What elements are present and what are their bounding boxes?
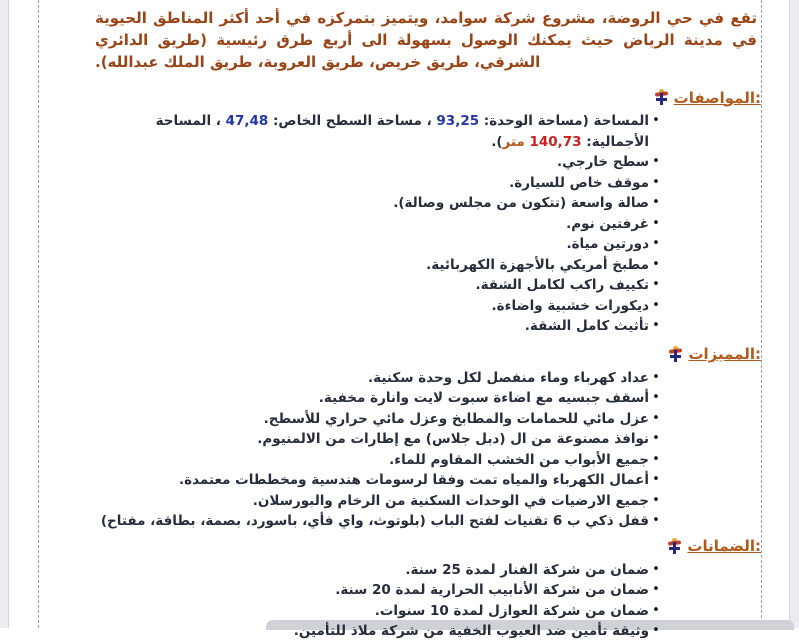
- list-item: [38, 234, 663, 255]
- bullet-icon: •: [652, 369, 660, 385]
- list-item-text: المساحة (مساحة الوحدة: 93,25 ، مساحة السطح الخاص: 47,48 ، المساحة الأجمالية: 140,73 متر).: [155, 113, 649, 150]
- bullet-icon: •: [652, 472, 660, 487]
- text-boundary-right: [761, 0, 762, 628]
- list-item: [38, 255, 663, 276]
- list-item: [38, 450, 663, 471]
- bullet-list: [38, 368, 663, 532]
- list-item: [38, 429, 663, 450]
- list-item: [38, 152, 663, 173]
- list-item-text: جميع الأبواب من الخشب المقاوم للماء.: [389, 451, 649, 468]
- list-item: [38, 316, 663, 337]
- list-item-text: عداد كهرباء وماء منفصل لكل وحدة سكنية.: [368, 369, 649, 386]
- list-item-text: تكييف راكب لكامل الشقة.: [475, 277, 649, 293]
- pin-icon: [653, 89, 669, 106]
- bullet-icon: •: [652, 582, 660, 597]
- list-item: [38, 275, 663, 296]
- list-item-text: ضمان من شركة العوازل لمدة 10 سنوات.: [374, 602, 649, 619]
- bullet-icon: •: [652, 277, 660, 292]
- bullet-icon: •: [652, 410, 660, 426]
- section-title: الضمانات:: [687, 537, 761, 555]
- list-item-text: ضمان من شركة الفنار لمدة 25 سنة.: [405, 561, 649, 578]
- bullet-icon: •: [652, 431, 660, 446]
- page-edge-right: [789, 0, 799, 628]
- list-item: [38, 296, 663, 317]
- bullet-icon: •: [652, 174, 660, 190]
- list-item: [38, 409, 663, 430]
- bullet-icon: •: [652, 451, 660, 467]
- list-item-text: مطبخ أمريكي بالأجهزة الكهربائية.: [426, 256, 649, 273]
- list-item-text: سطح خارجي.: [557, 154, 649, 170]
- bullet-icon: •: [652, 113, 660, 128]
- list-item: [38, 491, 663, 512]
- document-content: [38, 0, 761, 642]
- bullet-icon: •: [652, 297, 660, 313]
- pin-icon: [666, 538, 682, 555]
- section-header: [653, 87, 761, 108]
- bullet-icon: •: [652, 256, 660, 272]
- section-title: المواصفات:: [673, 88, 761, 107]
- list-item-text: أسقف جبسيه مع اضاءة سبوت لايت وانارة مخفية.: [318, 390, 649, 406]
- list-item-text: وثيقة تأمين ضد العيوب الخفية من شركة ملاذ للتأمين.: [293, 623, 649, 639]
- section-header: [666, 536, 761, 557]
- bullet-icon: •: [652, 154, 660, 169]
- list-item: [38, 621, 663, 642]
- bullet-icon: •: [652, 236, 660, 251]
- list-item: [38, 560, 663, 581]
- list-item-text: جميع الارضيات في الوحدات السكنية من الرخام والبورسلان.: [252, 492, 649, 509]
- intro-paragraph: تقع في حي الروضة، مشروع شركة سوامد، ويتميز بتمركزه في أحد أكثر المناطق الحيوية في مدينة الرياض حيث يمكنك الوصول بسهولة الى أربع طرق رئيسية (طريق الدائري الشرقي، طريق خريص، طريق العروبة، طريق الملك عبدالله).: [95, 9, 757, 71]
- list-item-text: صالة واسعة (تتكون من مجلس وصالة).: [393, 195, 649, 211]
- list-item-text: عزل مائي للحمامات والمطابخ وعزل مائي حراري للأسطح.: [263, 410, 649, 427]
- list-item: [38, 511, 663, 532]
- bullet-icon: •: [652, 492, 660, 508]
- list-item: [38, 111, 663, 152]
- list-item: [38, 368, 663, 389]
- bullet-icon: •: [652, 195, 660, 210]
- section-header: [667, 344, 761, 365]
- bullet-icon: •: [652, 318, 660, 333]
- list-item: [38, 173, 663, 194]
- bullet-icon: •: [652, 513, 660, 528]
- bullet-list: [38, 111, 663, 337]
- bullet-icon: •: [652, 623, 660, 638]
- list-item-text: ديكورات خشبية واضاءة.: [491, 297, 649, 314]
- sections: [38, 87, 761, 642]
- list-item-text: قفل ذكي ب 6 تقنيات لفتح الباب (بلوتوث، واي فأي، باسورد، بصمة، بطاقة، مفتاح): [100, 513, 649, 529]
- bullet-icon: •: [652, 390, 660, 405]
- list-item: [38, 580, 663, 601]
- list-item: [38, 601, 663, 622]
- list-item: [38, 388, 663, 409]
- list-item: [38, 214, 663, 235]
- page-edge-left: [0, 0, 9, 628]
- list-item-text: أعمال الكهرباء والمياه تمت وفقا لرسومات هندسية ومخططات معتمدة.: [179, 472, 649, 488]
- list-item-text: ضمان من شركة الأنابيب الحرارية لمدة 20 سنة.: [335, 582, 649, 598]
- pin-icon: [667, 346, 683, 363]
- list-item-text: تأثيث كامل الشقة.: [524, 318, 649, 334]
- list-item: [38, 470, 663, 491]
- list-item-text: غرفتين نوم.: [566, 215, 649, 232]
- list-item-text: موقف خاص للسيارة.: [509, 174, 649, 191]
- bullet-list: [38, 560, 663, 642]
- list-item-text: نوافذ مصنوعة من ال (دبل جلاس) مع إطارات من الالمنيوم.: [257, 431, 649, 447]
- bullet-icon: •: [652, 602, 660, 618]
- bullet-icon: •: [652, 561, 660, 577]
- section-title: المميزات:: [688, 345, 761, 363]
- list-item: [38, 193, 663, 214]
- bullet-icon: •: [652, 215, 660, 231]
- list-item-text: دورتين مياة.: [566, 236, 649, 252]
